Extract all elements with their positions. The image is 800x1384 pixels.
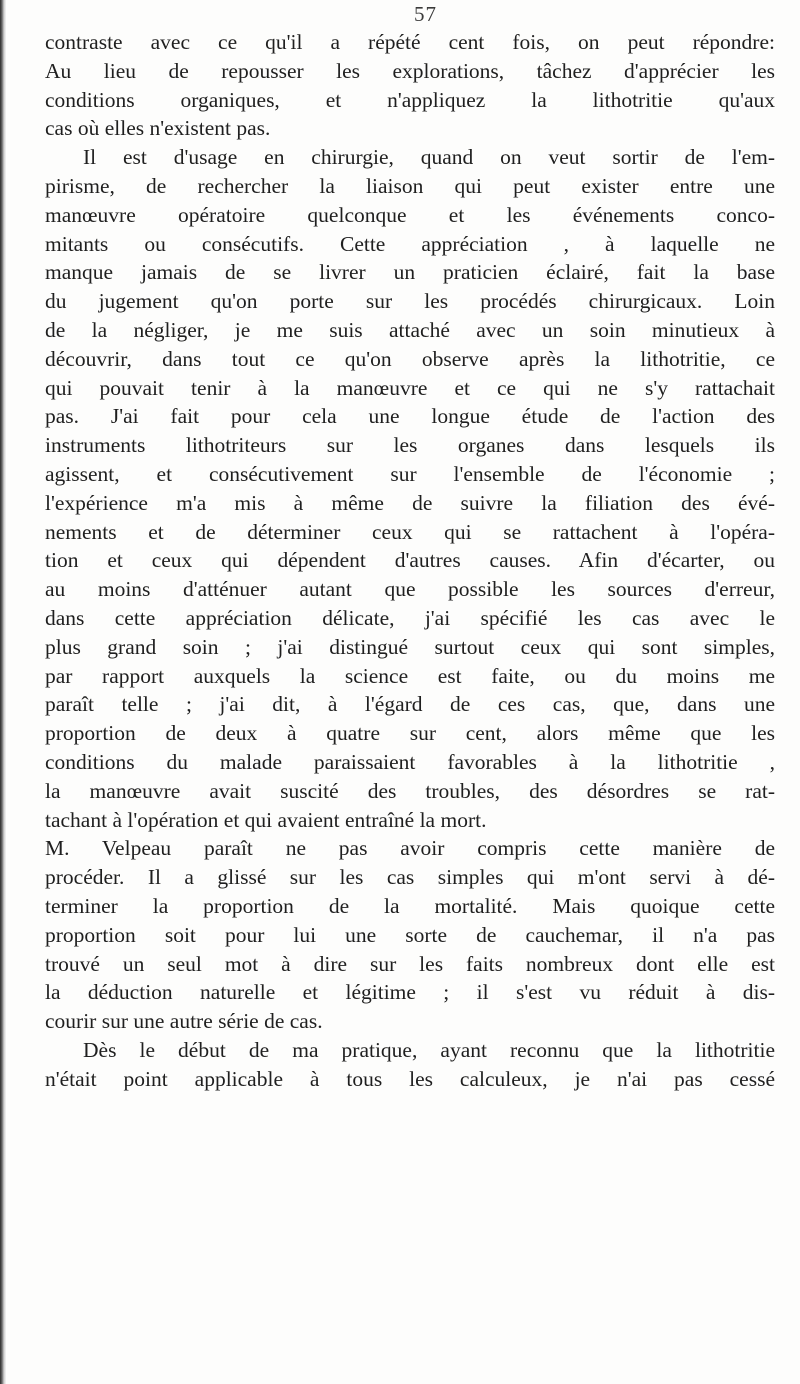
text-line: proportion de deux à quatre sur cent, alors même que les — [45, 721, 775, 746]
text-line: Il est d'usage en chirurgie, quand on veut sortir de l'em- — [83, 145, 775, 170]
text-line: dans cette appréciation délicate, j'ai spécifié les cas avec le — [45, 605, 775, 630]
page-number: 57 — [414, 2, 437, 26]
text-line: proportion soit pour lui une sorte de cauchemar, il n'a pas — [45, 922, 775, 947]
text-line: pirisme, de rechercher la liaison qui peut exister entre une — [45, 173, 775, 198]
text-line: Dès le début de ma pratique, ayant reconnu que la lithotritie — [83, 1037, 775, 1062]
text-line: procéder. Il a glissé sur les cas simples qui m'ont servi à dé- — [45, 865, 775, 890]
text-line: terminer la proportion de la mortalité. Mais quoique cette — [45, 893, 775, 918]
text-line: pas. J'ai fait pour cela une longue étude de l'action des — [45, 404, 775, 429]
text-line: conditions du malade paraissaient favorables à la lithotritie , — [45, 749, 775, 774]
text-line: par rapport auxquels la science est faite, ou du moins me — [45, 663, 775, 688]
text-line: instruments lithotriteurs sur les organes dans lesquels ils — [45, 433, 775, 458]
text-line: nements et de déterminer ceux qui se rattachent à l'opéra- — [45, 519, 775, 544]
text-line: n'était point applicable à tous les calculeux, je n'ai pas cessé — [45, 1066, 775, 1091]
text-line: mitants ou consécutifs. Cette appréciation , à laquelle ne — [45, 231, 775, 256]
text-line: trouvé un seul mot à dire sur les faits nombreux dont elle est — [45, 951, 775, 976]
text-line: M. Velpeau paraît ne pas avoir compris cette manière de — [45, 836, 775, 861]
text-line: au moins d'atténuer autant que possible les sources d'erreur, — [45, 577, 775, 602]
text-line: l'expérience m'a mis à même de suivre la filiation des évé- — [45, 490, 775, 515]
text-line: manque jamais de se livrer un praticien éclairé, fait la base — [45, 260, 775, 285]
text-line: tion et ceux qui dépendent d'autres causes. Afin d'écarter, ou — [45, 548, 775, 573]
text-line: découvrir, dans tout ce qu'on observe après la lithotritie, ce — [45, 346, 775, 371]
text-line: Au lieu de repousser les explorations, tâchez d'apprécier les — [45, 58, 775, 83]
text-line: conditions organiques, et n'appliquez la lithotritie qu'aux — [45, 87, 775, 112]
text-line: manœuvre opératoire quelconque et les événements conco- — [45, 202, 775, 227]
text-line: la manœuvre avait suscité des troubles, des désordres se rat- — [45, 778, 775, 803]
text-line: du jugement qu'on porte sur les procédés chirurgicaux. Loin — [45, 289, 775, 314]
text-line: tachant à l'opération et qui avaient entraîné la mort. — [45, 807, 487, 832]
text-line: de la négliger, je me suis attaché avec un soin minutieux à — [45, 317, 775, 342]
text-line: contraste avec ce qu'il a répété cent fois, on peut répondre: — [45, 30, 775, 54]
text-line: plus grand soin ; j'ai distingué surtout ceux qui sont simples, — [45, 634, 775, 659]
text-line: paraît telle ; j'ai dit, à l'égard de ces cas, que, dans une — [45, 692, 775, 717]
body-text — [45, 28, 775, 1093]
text-line: courir sur une autre série de cas. — [45, 1009, 323, 1034]
page-binding-edge — [0, 0, 6, 1384]
text-line: agissent, et consécutivement sur l'ensemble de l'économie ; — [45, 461, 775, 486]
text-line: la déduction naturelle et légitime ; il s'est vu réduit à dis- — [45, 980, 775, 1005]
text-line: qui pouvait tenir à la manœuvre et ce qui ne s'y rattachait — [45, 375, 775, 400]
text-line: cas où elles n'existent pas. — [45, 116, 271, 141]
